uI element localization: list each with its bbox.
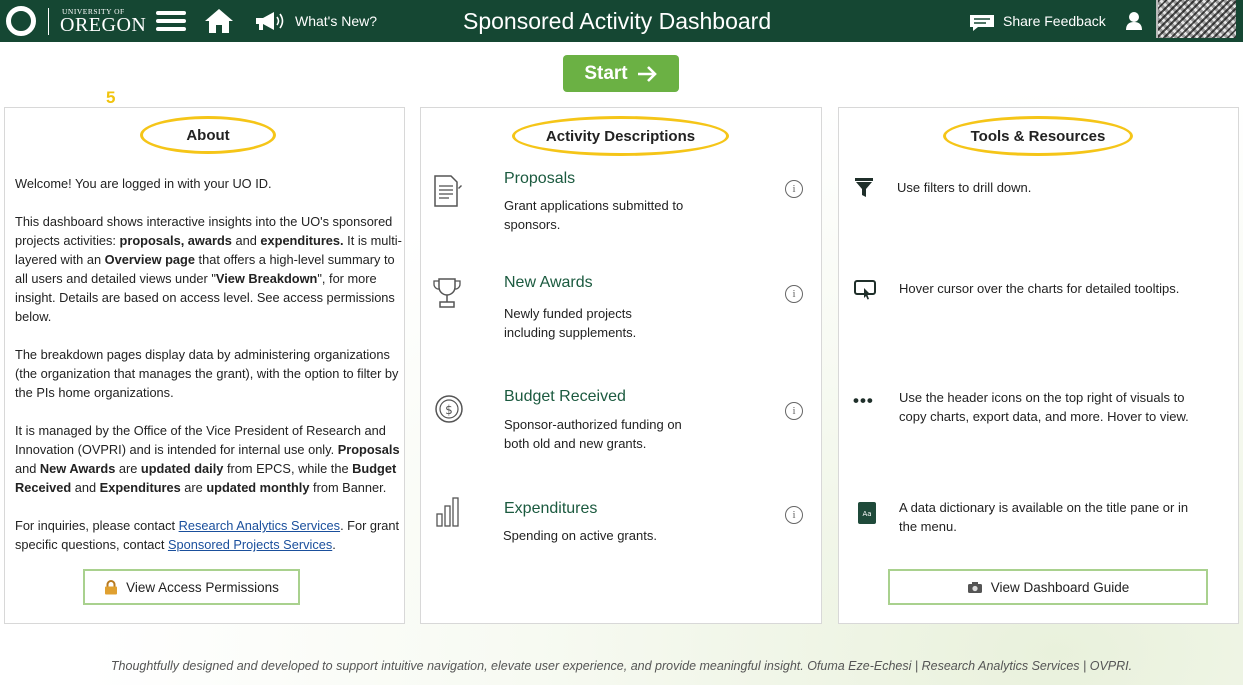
- about-paragraph-management: It is managed by the Office of the Vice President of Research and Innovation (OVPRI) and is intended for internal use only. Proposals and New Awards are updated daily from EPCS, while the Budget Received and Expenditures are updated monthly from Banner.: [15, 423, 400, 495]
- logo-oregon: OREGON: [60, 14, 147, 36]
- svg-text:Aa: Aa: [862, 510, 872, 518]
- camera-icon: [967, 581, 983, 594]
- activity-desc-new-awards: Newly funded projects including supplements.: [504, 306, 637, 340]
- megaphone-icon: [254, 10, 288, 32]
- tool-text-hover: Hover cursor over the charts for detailed tooltips.: [899, 281, 1180, 296]
- view-access-permissions-label: View Access Permissions: [126, 579, 279, 595]
- start-button[interactable]: [563, 55, 679, 92]
- start-button-label: Start: [584, 62, 628, 84]
- tool-text-header-icons: Use the header icons on the top right of visuals to copy charts, export data, and more. Hover to view.: [899, 390, 1189, 424]
- home-icon[interactable]: [204, 8, 234, 34]
- svg-text:$: $: [445, 403, 453, 417]
- activity-desc-budget-received: Sponsor-authorized funding on both old and new grants.: [504, 417, 682, 451]
- trophy-icon: [431, 276, 463, 310]
- header-bar: [0, 0, 1243, 42]
- document-icon: [431, 174, 463, 208]
- info-icon[interactable]: i: [785, 402, 803, 420]
- user-icon[interactable]: [1125, 11, 1143, 31]
- about-title: About: [140, 116, 276, 154]
- tools-title: Tools & Resources: [943, 116, 1133, 156]
- info-icon[interactable]: i: [785, 506, 803, 524]
- footer-credit: Thoughtfully designed and developed to support intuitive navigation, elevate user experience, and provide meaningful insight. Ofuma Eze-Echesi | Research Analytics Services | OVPRI.: [110, 659, 1133, 673]
- tool-text-filters: Use filters to drill down.: [897, 180, 1032, 195]
- about-paragraph-contact: For inquiries, please contact Research Analytics Services. For grant specific questions, contact Sponsored Projects Services.: [15, 518, 400, 552]
- avatar[interactable]: [1156, 0, 1236, 38]
- activity-name-proposals: Proposals: [504, 170, 576, 187]
- hamburger-menu-icon[interactable]: [156, 11, 186, 31]
- view-access-permissions-button[interactable]: [83, 569, 300, 605]
- activity-name-budget-received: Budget Received: [504, 388, 626, 405]
- research-analytics-link[interactable]: Research Analytics Services: [178, 518, 341, 533]
- tools-panel: [838, 107, 1239, 624]
- activity-desc-expenditures: Spending on active grants.: [503, 528, 657, 543]
- dashboard-title: Sponsored Activity Dashboard: [463, 8, 772, 34]
- sponsored-projects-link[interactable]: Sponsored Projects Services: [167, 537, 333, 552]
- share-feedback-link[interactable]: Share Feedback: [1003, 13, 1106, 29]
- bar-chart-icon: [433, 494, 465, 528]
- logo-university-of: UNIVERSITY OF: [62, 7, 125, 16]
- activity-desc-proposals: Grant applications submitted to sponsors.: [504, 198, 684, 232]
- activity-name-new-awards: New Awards: [504, 274, 593, 291]
- dictionary-book-icon: [855, 501, 881, 525]
- about-panel: [4, 107, 405, 624]
- about-paragraph-breakdown: The breakdown pages display data by administering organizations (the organization that manages the grant), with the option to filter by the PIs home organizations.: [15, 347, 399, 400]
- info-icon[interactable]: i: [785, 180, 803, 198]
- view-dashboard-guide-button[interactable]: [888, 569, 1208, 605]
- about-paragraph-overview: This dashboard shows interactive insights into the UO's sponsored projects activities: proposals, awards and expenditures. It is multi-layered with an Overview page that offers a high-level summary to all users and detailed views under "View Breakdown", for more insight. Details are based on access level. See access permissions below.: [15, 214, 402, 324]
- tool-text-dictionary: A data dictionary is available on the title pane or in the menu.: [899, 500, 1189, 534]
- whats-new-link[interactable]: What's New?: [295, 13, 378, 29]
- activity-title: Activity Descriptions: [512, 116, 729, 156]
- filter-icon: [853, 176, 879, 200]
- info-icon[interactable]: i: [785, 285, 803, 303]
- annotation-number: 5: [106, 88, 116, 107]
- activity-name-expenditures: Expenditures: [504, 500, 598, 517]
- uo-logo-icon[interactable]: [6, 6, 36, 36]
- cursor-screen-icon: [853, 278, 879, 302]
- dollar-coin-icon: [433, 392, 465, 426]
- ellipsis-icon: •••: [853, 391, 874, 410]
- lock-icon: [104, 580, 118, 595]
- welcome-text: Welcome! You are logged in with your UO ID.: [15, 176, 272, 191]
- view-dashboard-guide-label: View Dashboard Guide: [990, 579, 1130, 595]
- feedback-icon[interactable]: [969, 12, 995, 32]
- activity-panel: [420, 107, 822, 624]
- arrow-right-icon: [636, 65, 658, 83]
- logo-divider: [48, 8, 49, 35]
- about-text: [15, 174, 403, 573]
